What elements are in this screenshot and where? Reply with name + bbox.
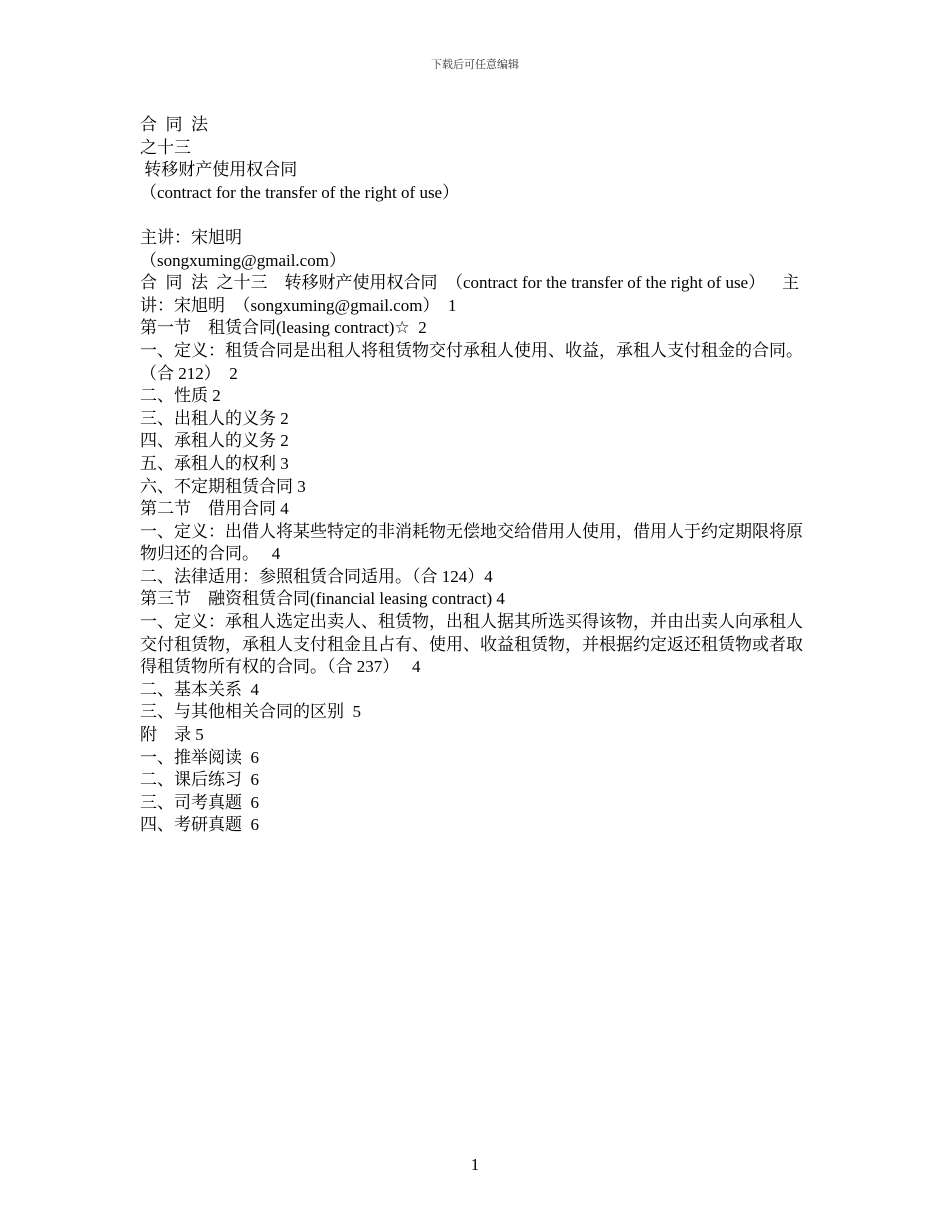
toc-entry[interactable]: 第二节 借用合同 4 xyxy=(140,499,289,519)
toc-entry[interactable]: 二、课后练习 6 xyxy=(140,770,259,790)
page-number: 1 xyxy=(470,1155,480,1174)
toc-entry[interactable]: 一、推举阅读 6 xyxy=(140,747,259,767)
lecturer-line: 主讲：宋旭明 xyxy=(140,227,242,247)
toc-entry[interactable]: 合 同 法 之十三 转移财产使用权合同 （contract for the transfer of the right of use） 主讲：宋旭明 （songxuming@gmail.com） 1 xyxy=(140,273,800,315)
doc-title: 合 同 法 xyxy=(140,115,208,134)
toc-entry[interactable]: 四、考研真题 6 xyxy=(140,815,259,835)
toc-entry[interactable]: 三、出租人的义务 2 xyxy=(140,408,289,428)
lecturer-email: （songxuming@gmail.com） xyxy=(140,250,346,270)
toc-entry[interactable]: 附 录 5 xyxy=(140,725,204,745)
toc-entry[interactable]: 一、定义：租赁合同是出租人将租赁物交付承租人使用、收益，承租人支付租金的合同。（合 212） 2 xyxy=(140,340,803,383)
spacer xyxy=(140,204,816,227)
toc-entry[interactable]: 三、司考真题 6 xyxy=(140,792,259,812)
toc-entry[interactable]: 一、定义：承租人选定出卖人、租赁物，出租人据其所选买得该物，并由出卖人向承租人交付租赁物，承租人支付租金且占有、使用、收益租赁物，并根据约定返还租赁物或者取得租赁物所有权的合同。（合 237） 4 xyxy=(140,612,803,677)
doc-topic: 转移财产使用权合同 xyxy=(140,160,298,180)
page-header: 下载后可任意编辑 xyxy=(431,58,519,71)
toc-entry[interactable]: 二、基本关系 4 xyxy=(140,679,259,699)
toc-entry[interactable]: 二、法律适用：参照租赁合同适用。（合 124）4 xyxy=(140,566,493,586)
toc-entry[interactable]: 第三节 融资租赁合同(financial leasing contract) 4 xyxy=(140,589,505,609)
toc-entry[interactable]: 三、与其他相关合同的区别 5 xyxy=(140,702,361,722)
doc-topic-english: （contract for the transfer of the right of use） xyxy=(140,182,460,202)
document-body xyxy=(140,114,816,837)
toc-entry[interactable]: 第一节 租赁合同(leasing contract)☆ 2 xyxy=(140,318,427,338)
table-of-contents xyxy=(140,272,816,837)
toc-entry[interactable]: 一、定义：出借人将某些特定的非消耗物无偿地交给借用人使用，借用人于约定期限将原物归还的合同。 4 xyxy=(140,521,803,564)
toc-entry[interactable]: 四、承租人的义务 2 xyxy=(140,431,289,451)
toc-entry[interactable]: 六、不定期租赁合同 3 xyxy=(140,476,306,496)
doc-subtitle: 之十三 xyxy=(140,137,191,157)
toc-entry[interactable]: 二、性质 2 xyxy=(140,386,221,406)
toc-entry[interactable]: 五、承租人的权利 3 xyxy=(140,453,289,473)
